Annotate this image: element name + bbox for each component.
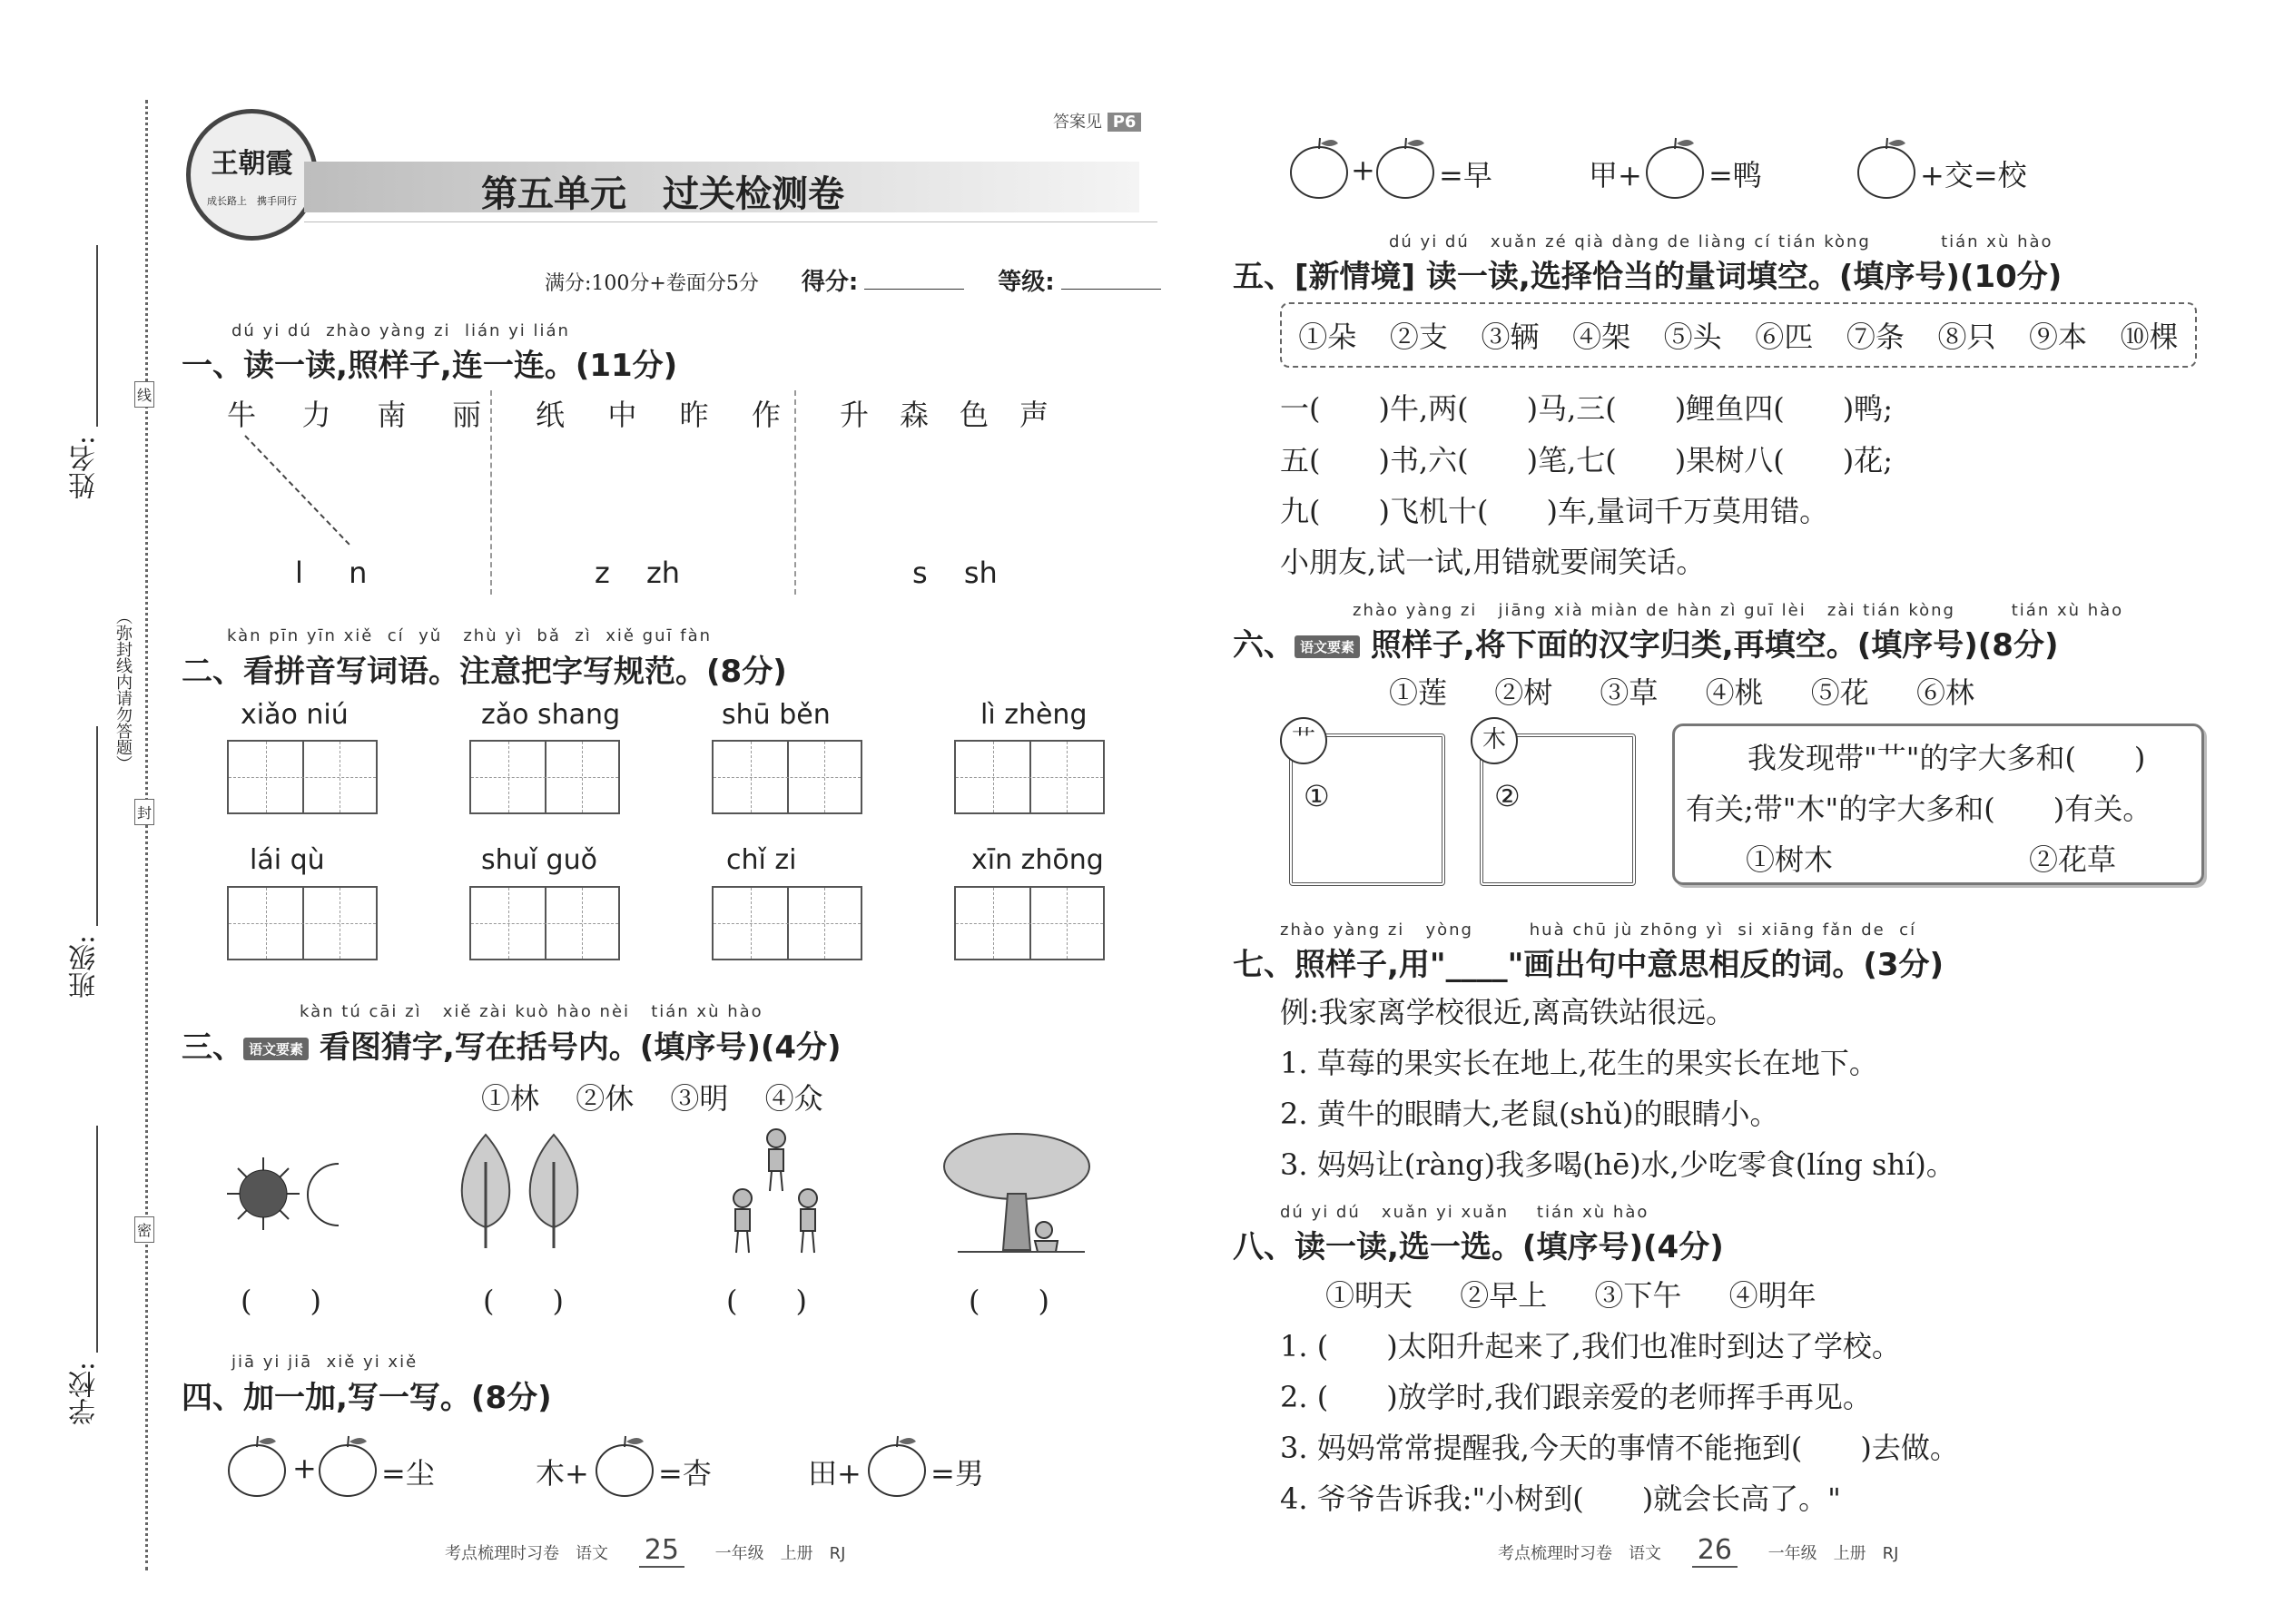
apple-blank-icon[interactable] (227, 1434, 287, 1498)
q2-title: 二、看拼音写词语。注意把字写规范。(8分) (182, 654, 787, 690)
q5-option: ⑤头 (1663, 320, 1722, 354)
apple-blank-icon[interactable] (867, 1434, 927, 1498)
q3-title: 看图猜字,写在括号内。(填序号)(4分) (319, 1029, 842, 1066)
q2-word: xiǎo niú (241, 699, 349, 731)
q6-prefix: 六、 (1233, 627, 1295, 664)
logo-badge (186, 109, 318, 241)
cut-mark-3: 密 (134, 1216, 154, 1243)
q1-char[interactable]: 森 (899, 398, 929, 432)
cut-mark-1: 线 (134, 381, 154, 408)
q5-options-box (1280, 302, 2197, 368)
q8-pinyin: dú yi dú xuǎn yi xuǎn tián xù hào (1280, 1203, 1649, 1222)
q6-box-grass[interactable] (1289, 726, 1445, 886)
q1-char[interactable]: 丽 (451, 398, 481, 432)
q6-option: ①莲 (1389, 675, 1448, 710)
q2-word: xīn zhōng (971, 844, 1104, 876)
page-number: 25 (639, 1534, 684, 1568)
q4-result: =杏 (658, 1456, 712, 1491)
q5-line[interactable]: 五( )书,六( )笔,七( )果树八( )花; (1280, 443, 1894, 477)
q4-pinyin: jiā yi jiā xiě yi xiě (231, 1353, 418, 1372)
q3-answer-paren[interactable]: ( ) (241, 1284, 321, 1318)
q5-option: ④架 (1572, 320, 1631, 354)
q4-prefix: 田+ (808, 1456, 861, 1491)
q1-char[interactable]: 纸 (536, 398, 566, 432)
q7-example: 例:我家离学校很近,离高铁站很远。 (1280, 995, 1735, 1029)
q1-sounds-1 (295, 556, 367, 590)
q6-box-item: ② (1494, 779, 1521, 813)
q4-result: =尘 (381, 1456, 435, 1491)
q8-line[interactable]: 3. 妈妈常常提醒我,今天的事情不能拖到( )去做。 (1280, 1431, 1959, 1465)
q6-note-choice: ①树木 (1746, 842, 1834, 877)
q8-option: ②早上 (1460, 1278, 1548, 1313)
q6-box-wood[interactable] (1480, 726, 1636, 886)
apple-blank-icon[interactable] (1645, 136, 1705, 200)
two-trees-picture (449, 1126, 595, 1253)
q7-line[interactable]: 1. 草莓的果实长在地上,花生的果实长在地下。 (1280, 1046, 1878, 1080)
q7-line[interactable]: 3. 妈妈让(ràng)我多喝(hē)水,少吃零食(líng shí)。 (1280, 1147, 1955, 1182)
q2-writing-grid[interactable] (227, 886, 378, 960)
q3-option: ③明 (670, 1081, 729, 1116)
footer-text: 一年级 上册 RJ (714, 1544, 846, 1563)
q4-plus: + (292, 1451, 317, 1485)
q1-char[interactable]: 声 (1019, 398, 1049, 432)
footer-text: 考点梳理时习卷 语文 (1498, 1544, 1661, 1563)
q1-char[interactable]: 升 (840, 398, 870, 432)
q7-title: 七、照样子,用"____"画出句中意思相反的词。(3分) (1233, 947, 1944, 983)
q1-sounds-3 (912, 556, 998, 590)
q1-group-2 (536, 392, 781, 434)
q6-note-line[interactable]: 有关;带"木"的字大多和( )有关。 (1686, 792, 2152, 826)
q7-pinyin: zhào yàng zi yòng huà chū jù zhōng yì si xiāng fǎn de cí (1280, 920, 1917, 940)
q5-option: ②支 (1389, 320, 1448, 354)
apple-blank-icon[interactable] (1289, 136, 1349, 200)
q1-pinyin: dú yi dú zhào yàng zi lián yi lián (231, 321, 570, 340)
binding-line (145, 100, 148, 1570)
person-under-tree-picture (940, 1130, 1094, 1257)
q1-sound[interactable]: sh (963, 556, 998, 590)
page-title: 第五单元 过关检测卷 (481, 173, 844, 215)
q1-sound[interactable]: z (595, 556, 610, 590)
q6-pinyin: zhào yàng zi jiāng xià miàn de hàn zì guī lèi zài tián kòng tián xù hào (1353, 601, 2124, 620)
q3-option: ①林 (481, 1081, 540, 1116)
q6-option: ③草 (1600, 675, 1659, 710)
class-line[interactable] (96, 726, 98, 926)
grade-label: 等级: (998, 269, 1055, 296)
q8-options (1325, 1273, 1816, 1314)
q2-writing-grid[interactable] (954, 740, 1105, 814)
top-result: =鸭 (1708, 158, 1762, 192)
apple-blank-icon[interactable] (1856, 136, 1916, 200)
q2-word: shū běn (722, 699, 831, 731)
score-label: 得分: (801, 269, 859, 296)
q6-option: ⑤花 (1810, 675, 1869, 710)
q2-word: shuǐ guǒ (481, 844, 597, 876)
q8-option: ④明年 (1728, 1278, 1816, 1313)
page-number: 26 (1692, 1534, 1738, 1568)
q5-option: ③辆 (1481, 320, 1540, 354)
score-blank[interactable] (864, 289, 964, 290)
q5-line: 小朋友,试一试,用错就要闹笑话。 (1280, 545, 1706, 579)
school-label: 学校: (69, 1362, 101, 1426)
q7-line[interactable]: 2. 黄牛的眼睛大,老鼠(shǔ)的眼睛小。 (1280, 1097, 1779, 1131)
q1-sound[interactable]: l (295, 556, 303, 590)
top-result: =早 (1439, 158, 1492, 192)
q2-writing-grid[interactable] (954, 886, 1105, 960)
q6-option: ⑥林 (1915, 675, 1974, 710)
q1-example-link (227, 427, 363, 554)
grade-blank[interactable] (1061, 289, 1161, 290)
class-label: 班级: (69, 935, 101, 999)
q3-option: ②休 (576, 1081, 635, 1116)
q3-title-line (182, 1022, 842, 1067)
q2-writing-grid[interactable] (712, 886, 862, 960)
q6-note-choice: ②花草 (2029, 842, 2117, 877)
q8-line[interactable]: 2. ( )放学时,我们跟亲爱的老师挥手再见。 (1280, 1380, 1872, 1414)
q6-box-radical: 木 (1471, 717, 1518, 764)
q8-option: ①明天 (1325, 1278, 1413, 1313)
q2-word: chǐ zi (726, 844, 797, 876)
q3-answer-paren[interactable]: ( ) (483, 1284, 564, 1318)
cut-mark-2: 封 (134, 799, 154, 825)
q5-pinyin: dú yi dú xuǎn zé qià dàng de liàng cí tián kòng tián xù hào (1389, 232, 2053, 251)
q3-option: ④众 (764, 1081, 823, 1116)
q2-writing-grid[interactable] (227, 740, 378, 814)
q1-sounds-2 (595, 556, 680, 590)
q1-divider (794, 390, 796, 595)
q1-char[interactable]: 力 (301, 398, 331, 432)
q6-note-line[interactable]: 我发现带"艹"的字大多和( ) (1748, 741, 2146, 775)
name-line[interactable] (96, 245, 98, 427)
q2-word: lái qù (250, 844, 325, 876)
q2-pinyin: kàn pīn yīn xiě cí yǔ zhù yì bǎ zì xiě guī fàn (227, 626, 713, 645)
q3-tag: 语文要素 (243, 1038, 309, 1060)
q6-title-line (1233, 620, 2059, 664)
q1-char[interactable]: 作 (751, 398, 781, 432)
q2-word: lì zhèng (980, 699, 1088, 731)
q8-option: ③下午 (1594, 1278, 1682, 1313)
q2-writing-grid[interactable] (469, 886, 620, 960)
q1-char[interactable]: 中 (607, 398, 637, 432)
q5-option: ①朵 (1298, 320, 1357, 354)
q5-line[interactable]: 九( )飞机十( )车,量词千万莫用错。 (1280, 494, 1829, 528)
answer-ref (1053, 109, 1141, 133)
left-footer (445, 1534, 845, 1566)
q1-char[interactable]: 色 (959, 398, 989, 432)
q6-options (1389, 670, 1974, 712)
apple-blank-icon[interactable] (318, 1434, 378, 1498)
q6-note-box (1672, 723, 2204, 885)
apple-blank-icon[interactable] (1375, 136, 1435, 200)
apple-blank-icon[interactable] (595, 1434, 655, 1498)
q8-line[interactable]: 4. 爷爷告诉我:"小树到( )就会长高了。" (1280, 1481, 1841, 1516)
q1-char[interactable]: 昨 (679, 398, 709, 432)
q4-result: =男 (930, 1456, 984, 1491)
logo-name: 王朝霞 (211, 148, 293, 180)
q1-sound[interactable]: n (349, 556, 368, 590)
q6-tag: 语文要素 (1295, 635, 1360, 658)
name-label: 姓名: (69, 436, 101, 500)
q4-title: 四、加一加,写一写。(8分) (182, 1380, 552, 1416)
logo-subtitle: 成长路上 携手同行 (207, 195, 297, 207)
answer-ref-label: 答案见 (1053, 113, 1102, 132)
school-line[interactable] (96, 1126, 98, 1353)
top-prefix: 甲+ (1589, 158, 1642, 192)
q8-line[interactable]: 1. ( )太阳升起来了,我们也准时到达了学校。 (1280, 1329, 1901, 1363)
three-people-picture (726, 1126, 826, 1262)
full-score: 满分:100分+卷面分5分 (545, 272, 759, 295)
q5-option: ⑧只 (1937, 320, 1996, 354)
q1-char[interactable]: 牛 (227, 398, 257, 432)
q6-box-radical: 艹 (1280, 717, 1327, 764)
top-plus: + (1351, 153, 1375, 187)
q6-option: ④桃 (1705, 675, 1764, 710)
q1-title: 一、读一读,照样子,连一连。(11分) (182, 348, 678, 384)
q4-prefix: 木+ (536, 1456, 589, 1491)
q5-option: ⑩棵 (2120, 320, 2179, 354)
footer-text: 考点梳理时习卷 语文 (445, 1544, 608, 1563)
q5-option: ⑥匹 (1755, 320, 1814, 354)
q1-char[interactable]: 南 (377, 398, 407, 432)
q3-answer-paren[interactable]: ( ) (969, 1284, 1049, 1318)
q8-title: 八、读一读,选一选。(填序号)(4分) (1233, 1229, 1724, 1265)
q5-line[interactable]: 一( )牛,两( )马,三( )鲤鱼四( )鸭; (1280, 391, 1894, 426)
score-line (545, 263, 1161, 297)
top-result: +交=校 (1920, 158, 2027, 192)
q6-title: 照样子,将下面的汉字归类,再填空。(填序号)(8分) (1370, 627, 2059, 664)
q5-option: ⑦条 (1846, 320, 1905, 354)
q1-sound[interactable]: zh (645, 556, 681, 590)
header-rule (304, 221, 1157, 222)
q3-answer-paren[interactable]: ( ) (726, 1284, 807, 1318)
q3-options (481, 1076, 823, 1117)
q5-option: ⑨本 (2029, 320, 2088, 354)
q2-writing-grid[interactable] (469, 740, 620, 814)
q1-divider (490, 390, 492, 595)
q6-option: ②树 (1494, 675, 1553, 710)
q5-title: 五、[新情境] 读一读,选择恰当的量词填空。(填序号)(10分) (1233, 259, 2063, 295)
q1-sound[interactable]: s (912, 556, 928, 590)
q3-pinyin: kàn tú cāi zì xiě zài kuò hào nèi tián xù hào (300, 1002, 763, 1021)
right-footer (1498, 1534, 1898, 1566)
sun-moon-picture (222, 1153, 359, 1235)
q2-writing-grid[interactable] (712, 740, 862, 814)
q6-box-item: ① (1304, 779, 1330, 813)
answer-page: P6 (1108, 113, 1142, 132)
q2-word: zǎo shang (481, 699, 621, 731)
q3-prefix: 三、 (182, 1029, 243, 1066)
footer-text: 一年级 上册 RJ (1767, 1544, 1899, 1563)
q1-group-3 (840, 392, 1049, 434)
seal-note: （弥封线内请勿答题） (113, 608, 133, 772)
